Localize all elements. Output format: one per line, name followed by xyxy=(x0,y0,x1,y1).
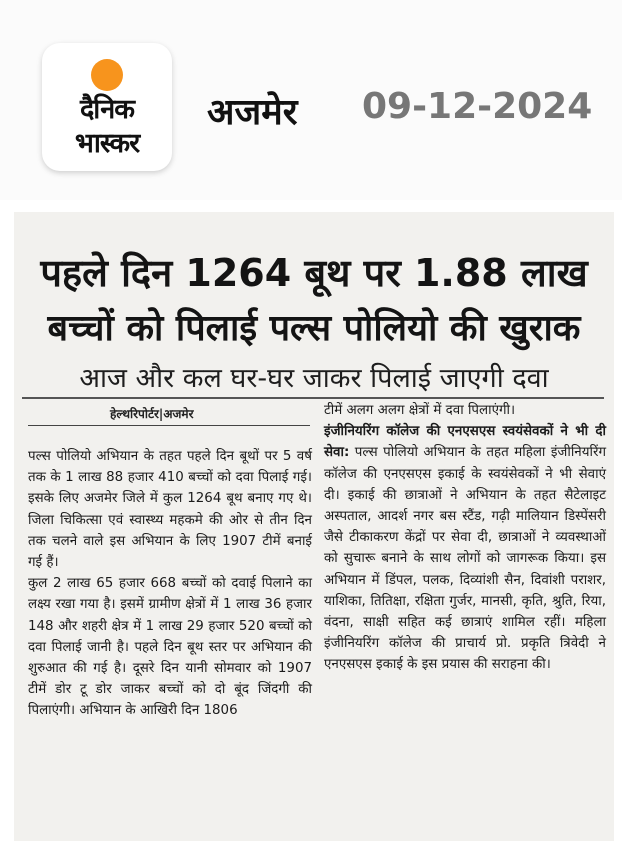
headline-line2: बच्चों को पिलाई पल्स पोलियो की खुराक xyxy=(47,308,581,349)
logo-text-line2: भास्कर xyxy=(74,128,140,159)
right-column xyxy=(324,400,606,676)
column-divider xyxy=(28,425,310,426)
paragraph: कुल 2 लाख 65 हजार 668 बच्चों को दवाई पिलाने का लक्ष्य रखा गया है। इसमें ग्रामीण क्षेत्रों में 1 लाख 36 हजार 148 और शहरी क्षेत्र में 1 लाख 29 हजार 520 बच्चों को दवा पिलाई जानी है। पहले दिन बूथ स्तर पर अभियान की शुरुआत की गई है। दूसरे दिन यानी सोमवार को 1907 टीमें डोर टू डोर जाकर बच्चों को दो बूंद जिंदगी की पिलाएंगी। अभियान के आखिरी दिन 1806 xyxy=(28,576,312,719)
divider xyxy=(22,397,604,399)
logo-text-line1: दैनिक xyxy=(79,94,135,125)
subheadline: आज और कल घर-घर जाकर पिलाई जाएगी दवा xyxy=(79,363,549,394)
paragraph: टीमें अलग अलग क्षेत्रों में दवा पिलाएंगी। xyxy=(324,403,516,418)
left-column xyxy=(28,446,312,722)
byline: हेल्थरिपोर्टर|अजमेर xyxy=(110,407,194,421)
headline-line1: पहले दिन 1264 बूथ पर 1.88 लाख xyxy=(40,251,588,295)
paragraph: पल्स पोलियो अभियान के तहत पहले दिन बूथों पर 5 वर्ष तक के 1 लाख 88 हजार 410 बच्चों को दवा पिलाई गई। इसके लिए अजमेर जिले में कुल 1264 बूथ बनाए गए थे। जिला चिकित्सा एवं स्वास्थ्य महकमे की ओर से तीन दिन तक चलने वाले इस अभियान के लिए 1907 टीमें बनाई गई हैं। xyxy=(28,449,312,571)
edition-city: अजमेर xyxy=(207,92,298,133)
sun-icon xyxy=(91,59,123,91)
header-bar xyxy=(0,0,622,200)
paragraph xyxy=(324,421,606,675)
subsection-body: पल्स पोलियो अभियान के तहत महिला इंजीनियरिंग कॉलेज की एनएसएस इकाई के स्वयंसेवकों ने भी सेवाएं दी। इकाई की छात्राओं ने अभियान के तहत सैटेलाइट अस्पताल, आदर्श नगर बस स्टैंड, गढ़ी मालियान डिस्पेंसरी जैसे टीकाकरण केंद्रों पर सेवा दी, छात्राओं ने व्यवस्थाओं को सुचारू बनाने के साथ लोगों को जागरूक किया। इस अभियान में डिंपल, पलक, दिव्यांशी सैन, दिवांशी पराशर, याशिका, तितिक्षा, रक्षिता गुर्जर, मानसी, कृति, श्रुति, रिया, वंदना, साक्षी सहित कई छात्राएं शामिल रहीं। महिला इंजीनियरिंग कॉलेज की प्राचार्य प्रो. प्रकृति त्रिवेदी ने एनएसएस इकाई के इस प्रयास की सराहना की। xyxy=(324,445,606,673)
subsection-lead: इंजीनियरिंग कॉलेज की एनएसएस स्वयंसेवकों ने भी दी सेवा: xyxy=(324,424,606,461)
newspaper-logo xyxy=(42,43,172,171)
news-clipping xyxy=(14,212,614,841)
edition-date: 09-12-2024 xyxy=(362,86,593,127)
